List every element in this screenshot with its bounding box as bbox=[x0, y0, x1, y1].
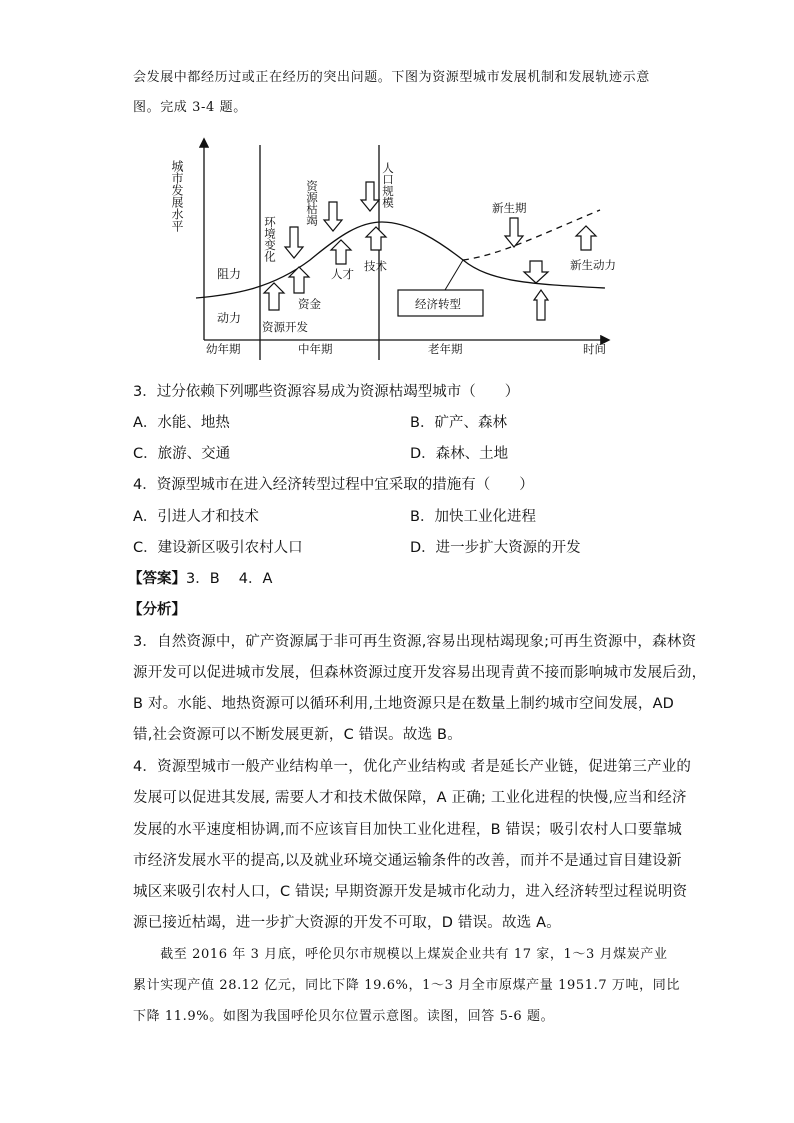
analysis-3-line-3: B 对。水能、地热资源可以循环利用,土地资源只是在数量上制约城市空间发展，AD bbox=[133, 696, 675, 712]
talent-label: 人才 bbox=[331, 267, 354, 281]
analysis-3-line-2: 源开发可以促进城市发展，但森林资源过度开发容易出现青黄不接而影响城市发展后劲， bbox=[133, 665, 707, 681]
analysis-4-line-4: 市经济发展水平的提高,以及就业环境交通运输条件的改善，而并不是通过盲目建设新 bbox=[133, 853, 682, 869]
next-intro-line-3: 下降 11.9%。如图为我国呼伦贝尔位置示意图。读图，回答 5-6 题。 bbox=[133, 1009, 555, 1024]
resource-development-label: 资源开发 bbox=[262, 320, 308, 334]
analysis-4-line-2: 发展可以促进其发展, 需要人才和技术做保障，A 正确; 工业化进程的快慢,应当和经济 bbox=[133, 790, 687, 806]
question-3-stem: 3．过分依赖下列哪些资源容易成为资源枯竭型城市（ ） bbox=[133, 384, 520, 400]
analysis-3-line-1: 3．自然资源中，矿产资源属于非可再生资源,容易出现枯竭现象;可再生资源中，森林资 bbox=[133, 634, 697, 650]
transition-pointer bbox=[445, 260, 463, 290]
driving-force-label: 动力 bbox=[217, 311, 242, 325]
period-label-old: 老年期 bbox=[428, 342, 463, 356]
intro-line-2: 图。完成 3-4 题。 bbox=[133, 100, 247, 115]
resource-city-development-diagram bbox=[160, 130, 620, 360]
answer-text: 3．B 4．A bbox=[186, 571, 273, 587]
capital-up-arrow-icon bbox=[289, 267, 309, 293]
question-4-stem: 4．资源型城市在进入经济转型过程中宜采取的措施有（ ） bbox=[133, 477, 534, 493]
old-age-down-arrow-icon bbox=[524, 261, 548, 283]
question-4-option-b: B．加快工业化进程 bbox=[410, 509, 536, 525]
population-scale-label: 人口规模 bbox=[381, 162, 395, 208]
question-3-option-b: B．矿产、森林 bbox=[410, 415, 507, 431]
resource-depletion-down-arrow-icon bbox=[324, 202, 342, 231]
question-3-option-c: C．旅游、交通 bbox=[133, 446, 231, 462]
answer-line bbox=[128, 567, 272, 588]
question-3-option-d: D．森林、土地 bbox=[410, 446, 509, 462]
analysis-4-line-3: 发展的水平速度相协调,而不应该盲目加快工业化进程，B 错误；吸引农村人口要靠城 bbox=[133, 822, 682, 838]
y-axis-label: 城市发展水平 bbox=[170, 160, 184, 232]
analysis-label: 【分析】 bbox=[128, 602, 186, 618]
capital-label: 资金 bbox=[298, 297, 321, 311]
analysis-3-line-4: 错,社会资源可以不断发展更新，C 错误。故选 B。 bbox=[133, 727, 462, 743]
analysis-4-line-1: 4．资源型城市一般产业结构单一，优化产业结构或 者是延长产业链，促进第三产业的 bbox=[133, 759, 692, 775]
question-4-option-a: A．引进人才和技术 bbox=[133, 509, 259, 525]
new-momentum-up-arrow-icon bbox=[576, 226, 596, 250]
question-4-option-d: D．进一步扩大资源的开发 bbox=[410, 540, 581, 556]
population-scale-down-arrow-icon bbox=[361, 182, 379, 211]
intro-line-1: 会发展中都经历过或正在经历的突出问题。下图为资源型城市发展机制和发展轨迹示意 bbox=[133, 70, 650, 85]
development-curve bbox=[196, 222, 605, 298]
resource-depletion-label: 资源枯竭 bbox=[305, 180, 319, 226]
analysis-4-line-5: 城区来吸引农村人口，C 错误; 早期资源开发是城市化动力，进入经济转型过程说明资 bbox=[133, 884, 688, 900]
resistance-label: 阻力 bbox=[217, 267, 242, 281]
technology-label: 技术 bbox=[364, 259, 387, 273]
old-age-up-arrow-icon bbox=[534, 290, 548, 320]
talent-up-arrow-icon bbox=[331, 240, 351, 264]
analysis-4-line-6: 源已接近枯竭，进一步扩大资源的开发不可取，D 错误。故选 A。 bbox=[133, 915, 562, 931]
environment-change-down-arrow-icon bbox=[285, 227, 303, 258]
question-4-option-c: C．建设新区吸引农村人口 bbox=[133, 540, 303, 556]
next-intro-line-1: 截至 2016 年 3 月底，呼伦贝尔市规模以上煤炭企业共有 17 家，1～3 月煤炭产业 bbox=[133, 947, 668, 962]
question-3-option-a: A．水能、地热 bbox=[133, 415, 230, 431]
renewal-period-label: 新生期 bbox=[492, 201, 527, 215]
technology-up-arrow-icon bbox=[366, 227, 386, 250]
environment-change-label: 环境变化 bbox=[263, 216, 277, 262]
economic-transition-label: 经济转型 bbox=[415, 297, 461, 311]
answer-label: 【答案】 bbox=[128, 571, 186, 587]
period-label-middle: 中年期 bbox=[298, 342, 333, 356]
period-label-young: 幼年期 bbox=[206, 342, 241, 356]
renewal-period-down-arrow-icon bbox=[505, 218, 523, 247]
next-intro-line-2: 累计实现产值 28.12 亿元，同比下降 19.6%，1～3 月全市原煤产量 1951.7 万吨，同比 bbox=[133, 978, 680, 993]
x-axis-label: 时间 bbox=[583, 342, 606, 356]
new-momentum-label: 新生动力 bbox=[570, 258, 616, 272]
resource-development-up-arrow-icon bbox=[264, 283, 284, 310]
